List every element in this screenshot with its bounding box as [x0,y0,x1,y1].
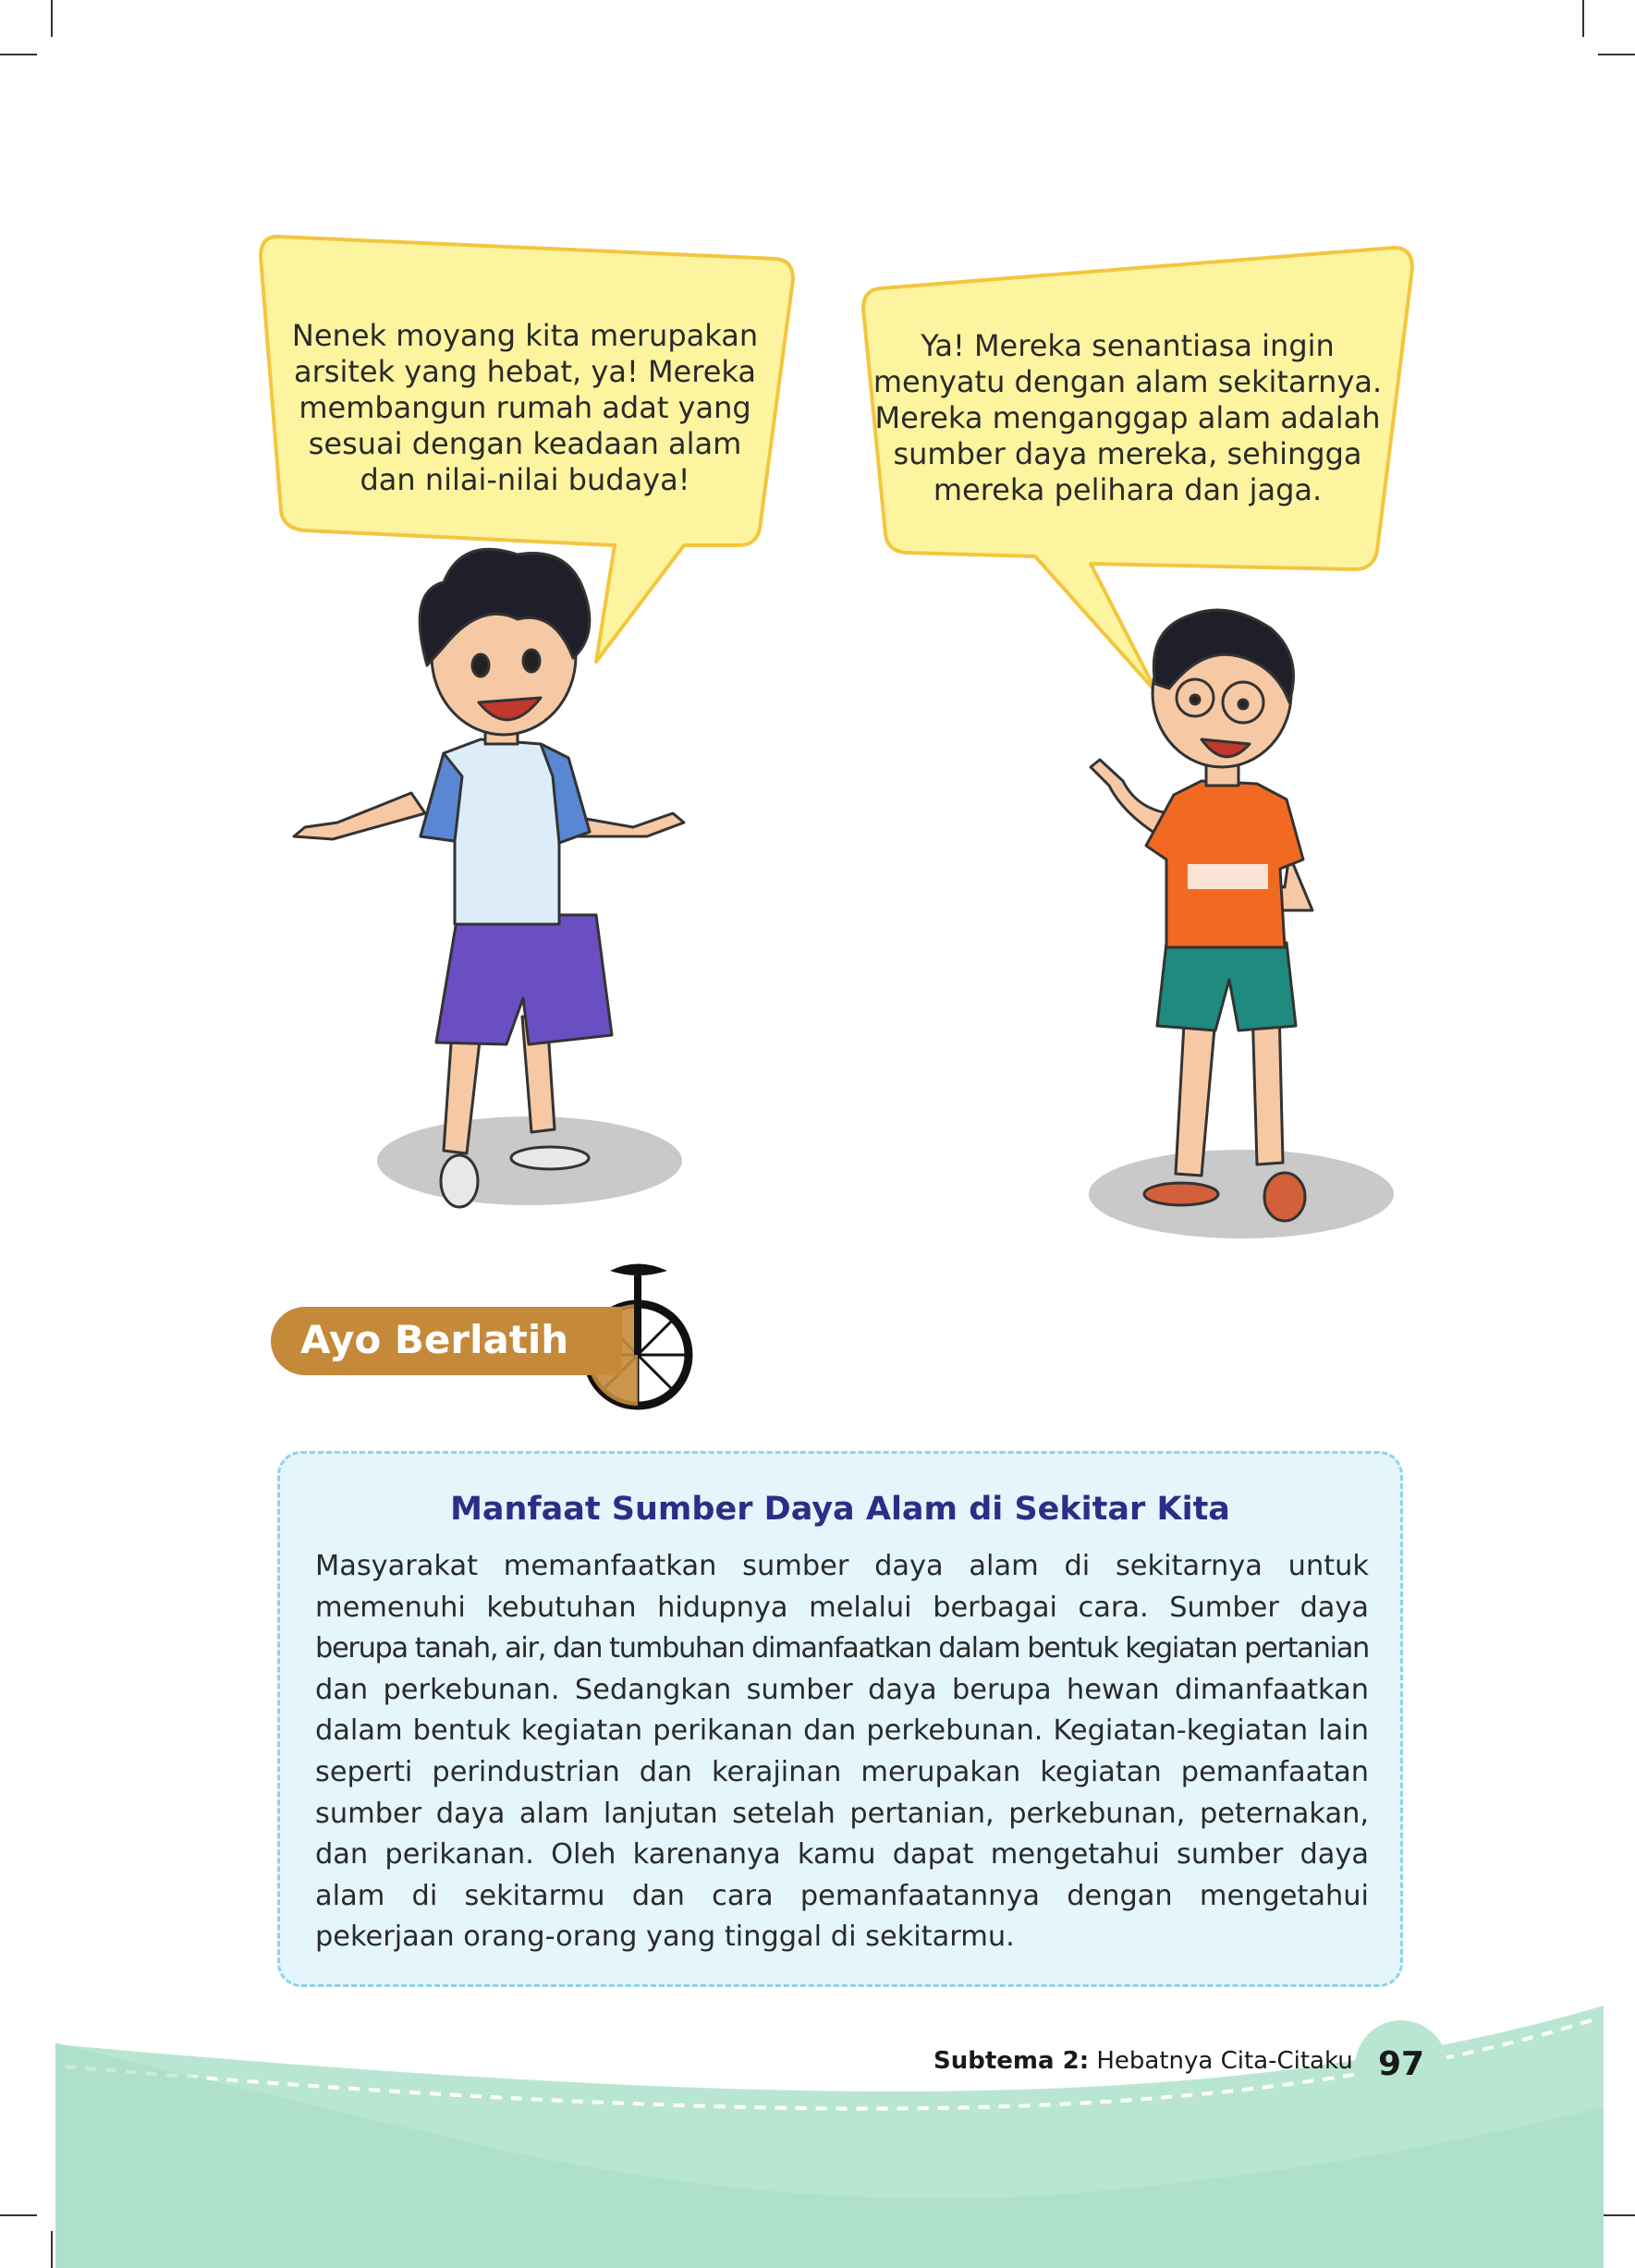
paragraph-line: sumber daya alam lanjutan setelah pertanian, perkebunan, peternakan, [315,1797,1369,1830]
paragraph-line: pekerjaan orang-orang yang tinggal di sekitarmu. [315,1920,1015,1954]
speech-line: sumber daya mereka, sehingga [893,436,1362,471]
paragraph-line: berupa tanah, air, dan tumbuhan dimanfaatkan dalam bentuk kegiatan pertanian [315,1632,1369,1665]
shadow-right [1089,1150,1394,1238]
speech-line: sesuai dengan keadaan alam [308,426,742,461]
speech-line: arsitek yang hebat, ya! Mereka [294,354,756,389]
section-tag-label: Ayo Berlatih [300,1317,569,1362]
speech-line: membangun rumah adat yang [299,390,751,425]
section-tag [271,1307,622,1375]
practice-title: Manfaat Sumber Daya Alam di Sekitar Kita [450,1491,1230,1528]
footer-subtema [933,2047,1353,2075]
boy-right-illustration [1091,610,1312,1221]
speech-bubble-left-text [287,318,763,498]
boy-left-illustration [294,549,684,1207]
speech-line: mereka pelihara dan jaga. [933,472,1323,507]
paragraph-line: seperti perindustrian dan kerajinan merupakan kegiatan pemanfaatan [315,1755,1369,1788]
subtema-title: Hebatnya Cita-Citaku [1096,2047,1353,2075]
paragraph-line: memenuhi kebutuhan hidupnya melalui berbagai cara. Sumber daya [315,1591,1369,1624]
speech-line: Nenek moyang kita merupakan [291,318,759,353]
paragraph-line: dan perikanan. Oleh karenanya kamu dapat mengetahui sumber daya [315,1838,1369,1872]
paragraph-line: Masyarakat memanfaatkan sumber daya alam di sekitarnya untuk [315,1550,1369,1582]
speech-line: menyatu dengan alam sekitarnya. [872,364,1383,399]
paragraph-line: dalam bentuk kegiatan perikanan dan perkebunan. Kegiatan-kegiatan lain [315,1714,1369,1748]
paragraph-line: dan perkebunan. Sedangkan sumber daya berupa hewan dimanfaatkan [315,1673,1369,1706]
speech-bubble-right-text [869,328,1386,508]
practice-box [277,1451,1403,1987]
practice-body [315,1546,1369,1958]
speech-line: Mereka menganggap alam adalah [874,400,1381,435]
paragraph-line: alam di sekitarmu dan cara pemanfaatannya dengan mengetahui [315,1879,1369,1912]
speech-line: dan nilai-nilai budaya! [360,462,690,497]
page-number-badge [1355,2020,1447,2113]
page-number: 97 [1377,2045,1425,2083]
subtema-label: Subtema 2: [933,2047,1090,2075]
speech-line: Ya! Mereka senantiasa ingin [921,328,1335,363]
